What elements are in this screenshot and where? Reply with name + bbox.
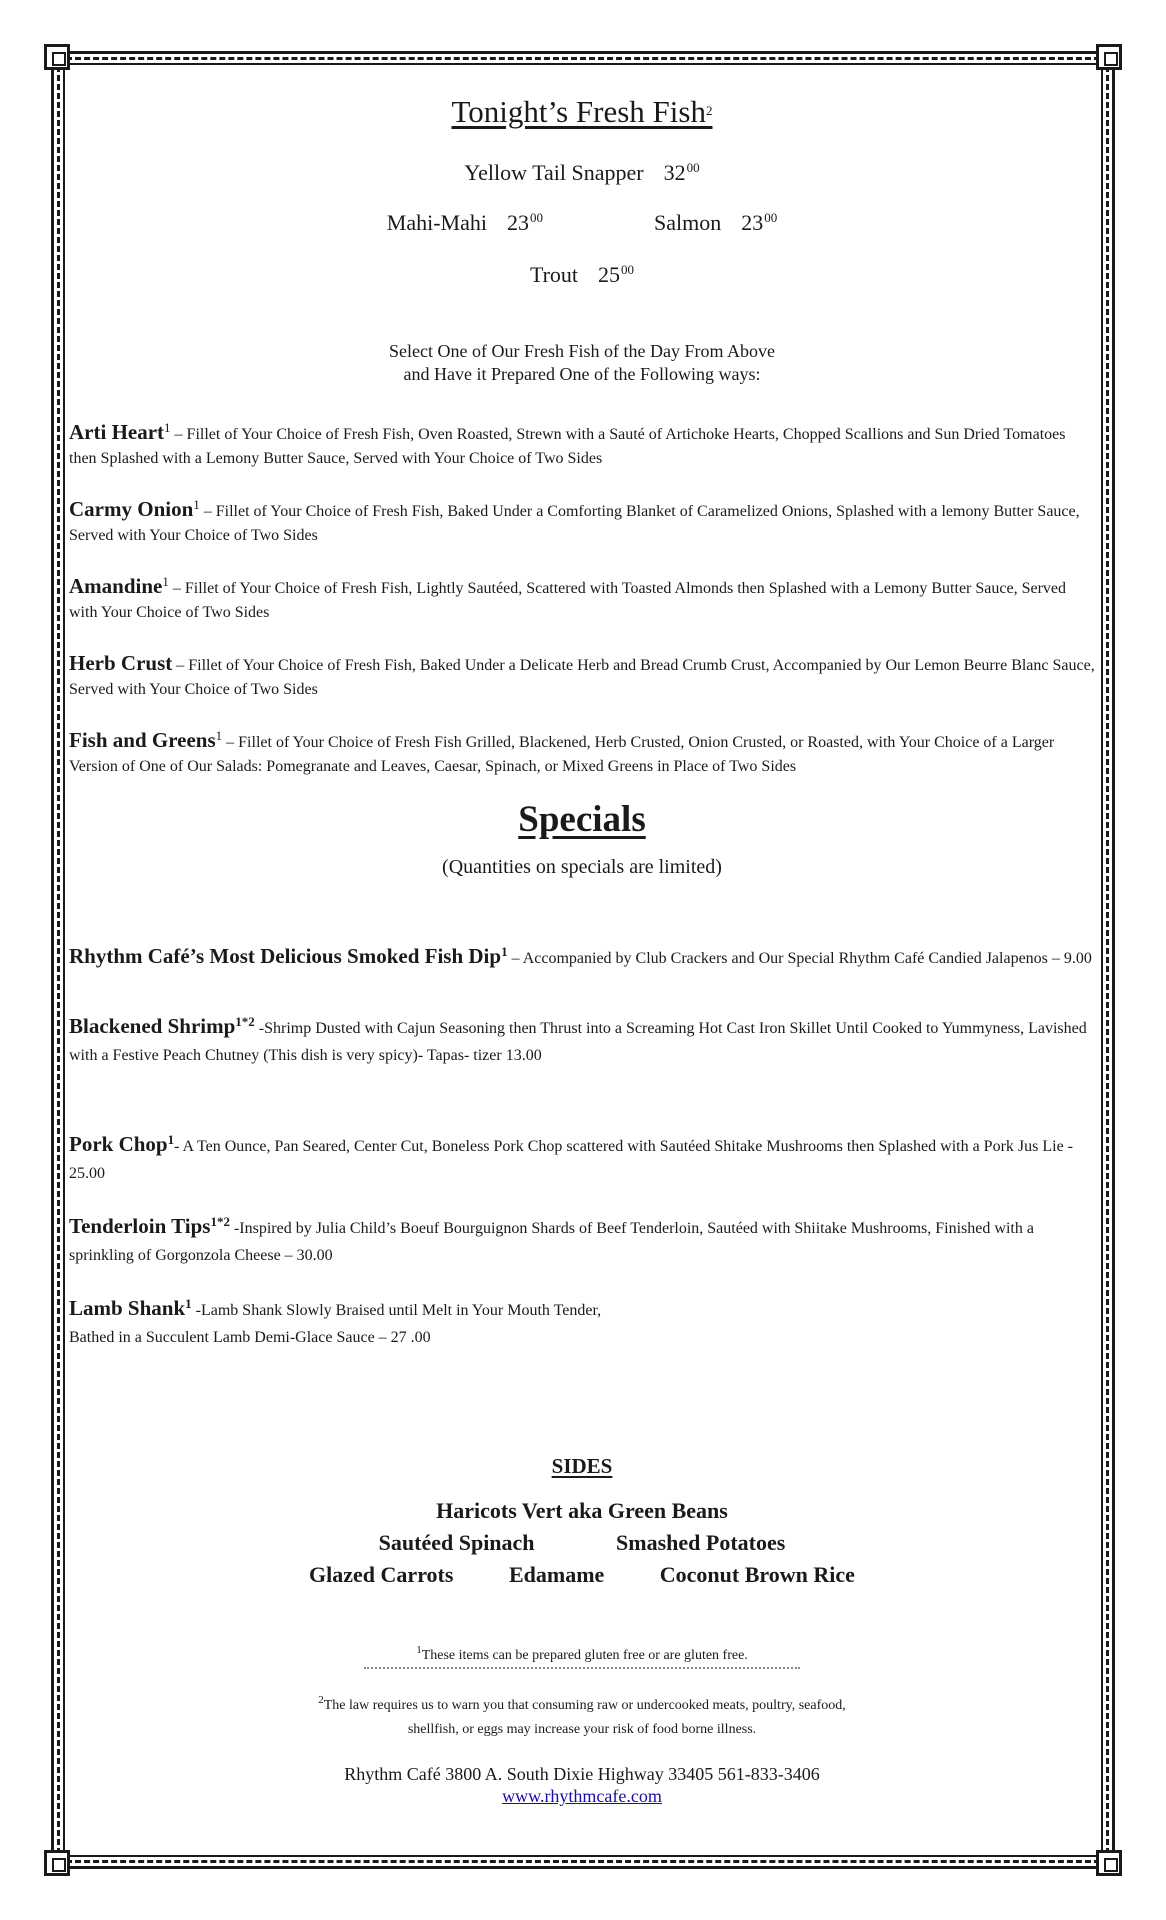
special-description: – Accompanied by Club Crackers and Our Special Rhythm Café Candied Jalapenos – 9.00 (507, 950, 1092, 967)
footnote-marker: 1 (167, 1132, 175, 1147)
footnote-marker: 1*2 (235, 1014, 255, 1029)
footnote-divider (364, 1667, 800, 1669)
fish-name: Trout (529, 262, 579, 287)
footnote-text: The law requires us to warn you that consuming raw or undercooked meats, poultry, seafood, (323, 1698, 846, 1713)
special-item (69, 938, 1095, 972)
preparation-description: – Fillet of Your Choice of Fresh Fish, Oven Roasted, Strewn with a Sauté of Artichoke Hearts, Chopped Scallions and Sun Dried Tomatoes then Splashed with a Lemony Butter Sauce, Served with Your Choice of Two Sides (69, 426, 1066, 467)
preparation-name: Amandine (69, 574, 163, 598)
fish-name: Mahi-Mahi (386, 210, 487, 235)
special-item (69, 1126, 1095, 1187)
corner-ornament-top-right (1096, 44, 1122, 70)
sides-row-1 (69, 1498, 1095, 1524)
footnote-text: These items can be prepared gluten free or are gluten free. (421, 1648, 748, 1663)
footnote-gluten-free (69, 1644, 1095, 1664)
fish-price-dollars: 23 (506, 210, 529, 235)
footnote-marker: 1 (193, 497, 200, 512)
special-name: Rhythm Café’s Most Delicious Smoked Fish Dip (69, 944, 502, 968)
side-item: Edamame (508, 1562, 605, 1587)
preparation-item (69, 647, 1095, 702)
footnote-marker: 1 (501, 944, 508, 959)
special-name: Lamb Shank (69, 1296, 186, 1320)
side-item: Smashed Potatoes (616, 1530, 786, 1555)
special-name: Tenderloin Tips (69, 1214, 211, 1238)
fish-price-cents: 00 (686, 160, 700, 175)
footnote-marker: 1 (185, 1296, 192, 1311)
side-item: Sautéed Spinach (378, 1530, 535, 1555)
footnote-line-2: shellfish, or eggs may increase your risk of food borne illness. (407, 1722, 757, 1737)
fish-name: Yellow Tail Snapper (464, 160, 644, 185)
side-item: Glazed Carrots (309, 1562, 454, 1587)
fresh-fish-title-footnote: 2 (705, 103, 713, 118)
preparation-description: – Fillet of Your Choice of Fresh Fish, Lightly Sautéed, Scattered with Toasted Almonds then Splashed with a Lemony Butter Sauce, Served with Your Choice of Two Sides (69, 580, 1066, 621)
fish-price-line-2 (69, 210, 1095, 236)
footnote-marker: 1 (215, 728, 223, 743)
instructions-line-1: Select One of Our Fresh Fish of the Day From Above (389, 341, 775, 361)
fish-price-dollars: 23 (741, 210, 764, 235)
specials-heading: Specials (518, 799, 646, 840)
fish-price-cents: 00 (529, 210, 543, 225)
sides-row-2 (69, 1530, 1095, 1556)
special-name: Pork Chop (69, 1132, 168, 1156)
special-description: -Inspired by Julia Child’s Boeuf Bourguignon Shards of Beef Tenderloin, Sautéed with Shiitake Mushrooms, Finished with a sprinkling of Gorgonzola Cheese – 30.00 (69, 1220, 1034, 1264)
sides-row-3 (69, 1562, 1095, 1588)
specials-note: (Quantities on specials are limited) (442, 856, 722, 878)
preparation-name: Arti Heart (69, 420, 165, 444)
footnote-marker: 1 (162, 574, 169, 589)
preparation-item (69, 416, 1095, 471)
fish-price-dollars: 32 (663, 160, 686, 185)
fresh-fish-title-text: Tonight’s Fresh Fish (451, 94, 706, 129)
fish-price-cents: 00 (764, 210, 778, 225)
fish-price-cents: 00 (621, 262, 635, 277)
website-link[interactable]: www.rhythmcafe.com (502, 1786, 662, 1806)
preparation-item (69, 570, 1095, 625)
preparation-description: – Fillet of Your Choice of Fresh Fish, Baked Under a Comforting Blanket of Caramelized Onions, Splashed with a lemony Butter Sauce, Served with Your Choice of Two Sides (69, 503, 1080, 544)
special-description: -Lamb Shank Slowly Braised until Melt in Your Mouth Tender, (191, 1302, 602, 1319)
corner-ornament-bottom-right (1096, 1850, 1122, 1876)
fish-price (664, 160, 700, 185)
special-item (69, 1008, 1095, 1069)
fish-price (507, 210, 543, 235)
preparation-item (69, 493, 1095, 548)
footnote-line-1 (69, 1688, 1095, 1718)
corner-ornament-top-left (44, 44, 70, 70)
side-item: Coconut Brown Rice (659, 1562, 855, 1587)
footnote-number: 1 (416, 1644, 422, 1656)
website-line (69, 1786, 1095, 1807)
preparation-list (69, 416, 1095, 801)
special-line-1 (69, 1290, 1095, 1324)
instructions-line-2: and Have it Prepared One of the Following ways: (403, 364, 761, 384)
special-description-line-2: Bathed in a Succulent Lamb Demi-Glace Sauce – 27 .00 (69, 1329, 431, 1346)
fish-price (598, 262, 634, 287)
fish-price-line-3 (69, 262, 1095, 288)
preparation-description: – Fillet of Your Choice of Fresh Fish Grilled, Blackened, Herb Crusted, Onion Crusted, or Roasted, with Your Choice of a Larger Version of One of Our Salads: Pomegranate and Leaves, Caesar, Spinach, or Mixed Greens in Place of Two Sides (69, 734, 1055, 775)
footnote-marker: 1 (164, 420, 171, 435)
restaurant-address: Rhythm Café 3800 A. South Dixie Highway 33405 561-833-3406 (344, 1764, 820, 1784)
footnote-number: 2 (318, 1694, 324, 1706)
preparation-instructions (69, 340, 1095, 386)
special-item (69, 1290, 1095, 1351)
fresh-fish-title (69, 94, 1095, 130)
special-item (69, 1208, 1095, 1269)
fish-price-line-1 (69, 160, 1095, 186)
fish-name: Salmon (653, 210, 722, 235)
fish-price (741, 210, 777, 235)
sides-heading: SIDES (551, 1454, 613, 1478)
preparation-name: Herb Crust (69, 651, 173, 675)
fish-price-dollars: 25 (598, 262, 621, 287)
special-name: Blackened Shrimp (69, 1014, 236, 1038)
special-description: -Shrimp Dusted with Cajun Seasoning then Thrust into a Screaming Hot Cast Iron Skillet Until Cooked to Yummyness, Lavished with a Festive Peach Chutney (This dish is very spicy)- Tapas- tizer 13.00 (69, 1020, 1087, 1064)
special-description: - A Ten Ounce, Pan Seared, Center Cut, Boneless Pork Chop scattered with Sautéed Shitake Mushrooms then Splashed with a Pork Jus Lie - 25.00 (69, 1138, 1074, 1182)
preparation-name: Fish and Greens (69, 728, 216, 752)
footnote-raw-food-warning (69, 1688, 1095, 1742)
side-item: Haricots Vert aka Green Beans (436, 1498, 728, 1523)
footnote-marker: 1*2 (210, 1214, 230, 1229)
corner-ornament-bottom-left (44, 1850, 70, 1876)
preparation-description: – Fillet of Your Choice of Fresh Fish, Baked Under a Delicate Herb and Bread Crumb Crust, Accompanied by Our Lemon Beurre Blanc Sauce, Served with Your Choice of Two Sides (69, 657, 1095, 698)
preparation-name: Carmy Onion (69, 497, 194, 521)
preparation-item (69, 724, 1095, 779)
